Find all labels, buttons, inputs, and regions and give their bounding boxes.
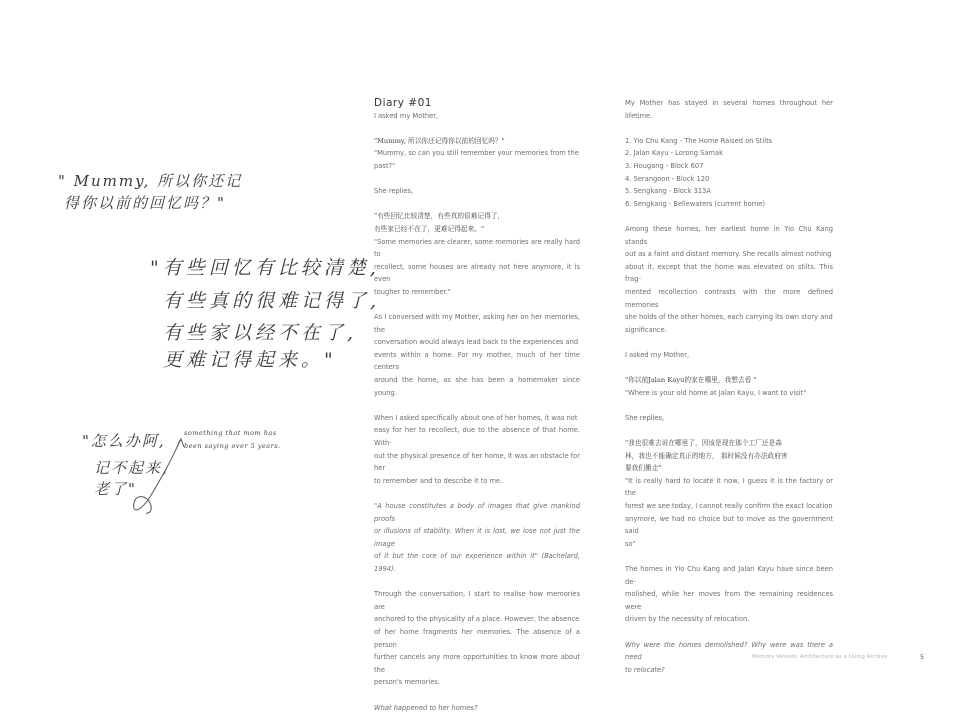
- home-list-item: 6. Sengkang - Bellewaters (current home): [625, 198, 833, 211]
- answer-english-line: "Some memories are clearer, some memories are really hard to: [374, 236, 580, 261]
- answer-chinese-line: 有些家已经不在了，更难记得起来。": [374, 223, 580, 236]
- handwritten-note-line-1: something that mom has: [184, 429, 277, 437]
- home-list-item: 2. Jalan Kayu - Lorong Samak: [625, 147, 833, 160]
- handwritten-quote-1-line-2: 得你以前的回忆吗？": [64, 192, 226, 213]
- closing-question-line: to relocate?: [625, 664, 833, 677]
- page-number: 5: [920, 653, 924, 661]
- paragraph-line: about it, except that the home was elevated on stilts. This frag-: [625, 261, 833, 286]
- paragraph-line: further cancels any more opportunities to know more about the: [374, 651, 580, 676]
- paragraph-line: around the home, as she has been a homemaker since young.: [374, 374, 580, 399]
- closing-question-line: Why were the homes demolished? Why were was there a need: [625, 639, 833, 664]
- answer-chinese-line: 要我们搬走": [625, 462, 833, 475]
- handwritten-quote-3-line-2: 记不起来,: [94, 457, 169, 478]
- handwritten-note-line-2: been saying over 5 years.: [184, 442, 281, 450]
- question-english: "Where is your old home at Jalan Kayu, I want to visit": [625, 387, 833, 400]
- quote-line: or illusions of stability. When it is lost, we lose not just the image: [374, 525, 580, 550]
- question-english-line: past?": [374, 160, 580, 173]
- intro-line: My Mother has stayed in several homes throughout her lifetime.: [625, 97, 833, 122]
- paragraph-line: Through the conversation, I start to realise how memories are: [374, 588, 580, 613]
- answer-english-line: tougher to remember.": [374, 286, 580, 299]
- handwritten-quote-3-line-1: "怎么办阿,: [82, 430, 166, 451]
- paragraph-line: she holds of the other homes, each carrying its own story and: [625, 311, 833, 324]
- answer-chinese-line: 林，我也不能确定真正的地方， 那时候没有办法政府害: [625, 450, 833, 463]
- home-list-item: 3. Hougang - Block 607: [625, 160, 833, 173]
- paragraph-line: to remember and to describe it to me.: [374, 475, 580, 488]
- answer-chinese-line: "有些回忆比较清楚，有些真的很难记得了，: [374, 210, 580, 223]
- question-chinese: "Mummy, 所以你还记得你以前的回忆吗？": [374, 135, 580, 148]
- answer-chinese-line: "我也很难去说在哪里了，因该是现在那个工厂还是森: [625, 437, 833, 450]
- diary-title: Diary #01: [374, 97, 580, 110]
- paragraph-line: When I asked specifically about one of her homes, it was not: [374, 412, 580, 425]
- question-english-line: "Mummy, so can you still remember your memories from the: [374, 147, 580, 160]
- closing-question: What happened to her homes?: [374, 702, 580, 714]
- answer-english-line: recollect, some houses are already not here anymore, it is even: [374, 261, 580, 286]
- paragraph-line: significance.: [625, 324, 833, 337]
- handwritten-quote-3-line-3: 老了": [94, 478, 137, 499]
- paragraph-line: anchored to the physicality of a place. However, the absence: [374, 613, 580, 626]
- paragraph-line: person's memories.: [374, 676, 580, 689]
- paragraph-line: of her home fragments her memories. The absence of a person: [374, 626, 580, 651]
- answer-english-line: forest we see today, I cannot really confirm the exact location: [625, 500, 833, 513]
- paragraph: She replies,: [374, 185, 580, 198]
- paragraph-line: events within a home. For my mother, much of her time centers: [374, 349, 580, 374]
- paragraph-line: mented recollection contrasts with the more defined memories: [625, 286, 833, 311]
- handwritten-quote-2-line-3: 有些家以经不在了,: [163, 318, 357, 345]
- paragraph-line: conversation would always lead back to the experiences and: [374, 336, 580, 349]
- paragraph-line: out as a faint and distant memory. She recalls almost nothing: [625, 248, 833, 261]
- paragraph-line: The homes in Yio Chu Kang and Jalan Kayu have since been de-: [625, 563, 833, 588]
- home-list-item: 1. Yio Chu Kang - The Home Raised on Stilts: [625, 135, 833, 148]
- paragraph-line: easy for her to recollect, due to the absence of that home. With-: [374, 424, 580, 449]
- diary-left-column: [374, 97, 580, 714]
- paragraph-line: molished, while her moves from the remaining residences were: [625, 588, 833, 613]
- paragraph: I asked my Mother,: [625, 349, 833, 362]
- paragraph-line: As I conversed with my Mother, asking her on her memories, the: [374, 311, 580, 336]
- handwritten-quote-2-line-2: 有些真的很难记得了,: [163, 286, 380, 313]
- answer-english-line: so": [625, 538, 833, 551]
- home-list-item: 4. Serangoon - Block 120: [625, 173, 833, 186]
- handwritten-quote-2-line-1: "有些回忆有比较清楚,: [150, 253, 380, 280]
- paragraph: I asked my Mother,: [374, 110, 580, 123]
- answer-english-line: "It is really hard to locate it now, I guess it is the factory or the: [625, 475, 833, 500]
- diary-right-column: [625, 97, 833, 676]
- paragraph-line: out the physical presence of her home, it was an obstacle for her: [374, 450, 580, 475]
- paragraph-line: Among these homes, her earliest home in Yio Chu Kang stands: [625, 223, 833, 248]
- quote-line: of it but the core of our experience within it" (Bachelard, 1994).: [374, 550, 580, 575]
- paragraph-line: driven by the necessity of relocation.: [625, 613, 833, 626]
- answer-english-line: anymore, we had no choice but to move as the government said: [625, 513, 833, 538]
- handwritten-quote-1-line-1: " Mummy, 所以你还记: [58, 170, 242, 191]
- footer-title: Memory Vessels: Architecture as a Living Archive: [752, 654, 887, 660]
- paragraph: She replies,: [625, 412, 833, 425]
- handwritten-quote-2-line-4: 更难记得起来。": [163, 345, 337, 372]
- question-chinese: "你以前Jalan Kayu的家在哪里，我想去看 ": [625, 374, 833, 387]
- quote-line: "A house constitutes a body of images that give mankind proofs: [374, 500, 580, 525]
- home-list-item: 5. Sengkang - Block 313A: [625, 185, 833, 198]
